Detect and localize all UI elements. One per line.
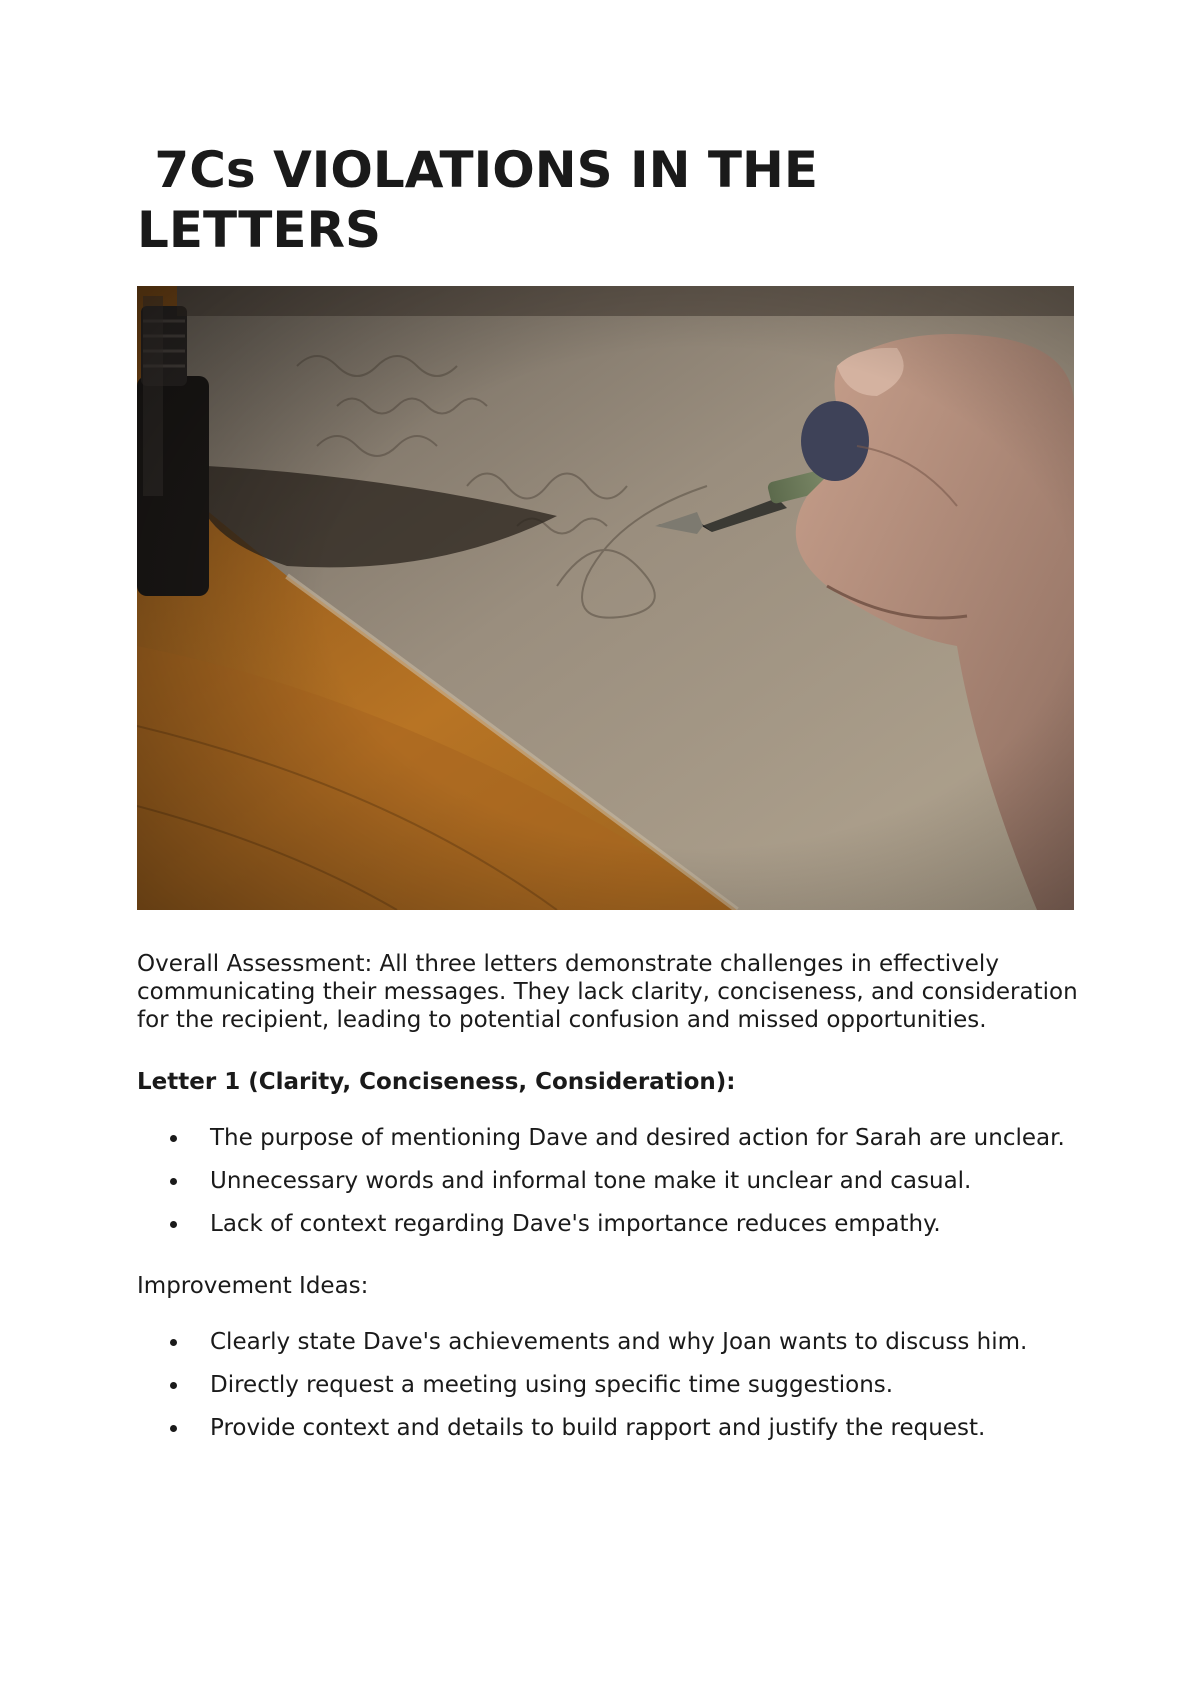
bullet-icon xyxy=(170,1135,177,1142)
writing-photo xyxy=(137,286,1074,910)
document-page xyxy=(137,140,1097,1457)
list-item-text: Provide context and details to build rapport and justify the request. xyxy=(210,1415,986,1441)
list-item-text: Clearly state Dave's achievements and why Joan wants to discuss him. xyxy=(210,1329,1028,1355)
list-item-text: Unnecessary words and informal tone make it unclear and casual. xyxy=(210,1168,972,1194)
list-item xyxy=(137,1371,1097,1399)
overall-assessment-paragraph: Overall Assessment: All three letters demonstrate challenges in effectively communicating their messages. They lack clarity, conciseness, and consideration for the recipient, leading to potential confusion and missed opportunities. xyxy=(137,951,1078,1033)
list-item xyxy=(137,1210,1097,1238)
list-item xyxy=(137,1328,1097,1356)
list-item xyxy=(137,1414,1097,1442)
list-item-text: The purpose of mentioning Dave and desired action for Sarah are unclear. xyxy=(210,1125,1065,1151)
bullet-icon xyxy=(170,1382,177,1389)
list-item-text: Lack of context regarding Dave's importance reduces empathy. xyxy=(210,1211,941,1237)
improvement-heading: Improvement Ideas: xyxy=(137,1273,369,1299)
letter1-issues-list xyxy=(137,1124,1097,1238)
list-item-text: Directly request a meeting using specific time suggestions. xyxy=(210,1372,894,1398)
bullet-icon xyxy=(170,1178,177,1185)
improvement-ideas-list xyxy=(137,1328,1097,1442)
list-item xyxy=(137,1124,1097,1152)
bullet-icon xyxy=(170,1221,177,1228)
bullet-icon xyxy=(170,1425,177,1432)
bullet-icon xyxy=(170,1339,177,1346)
list-item xyxy=(137,1167,1097,1195)
letter1-heading: Letter 1 (Clarity, Conciseness, Consideration): xyxy=(137,1069,736,1095)
document-title: 7Cs VIOLATIONS IN THE LETTERS xyxy=(137,141,836,259)
